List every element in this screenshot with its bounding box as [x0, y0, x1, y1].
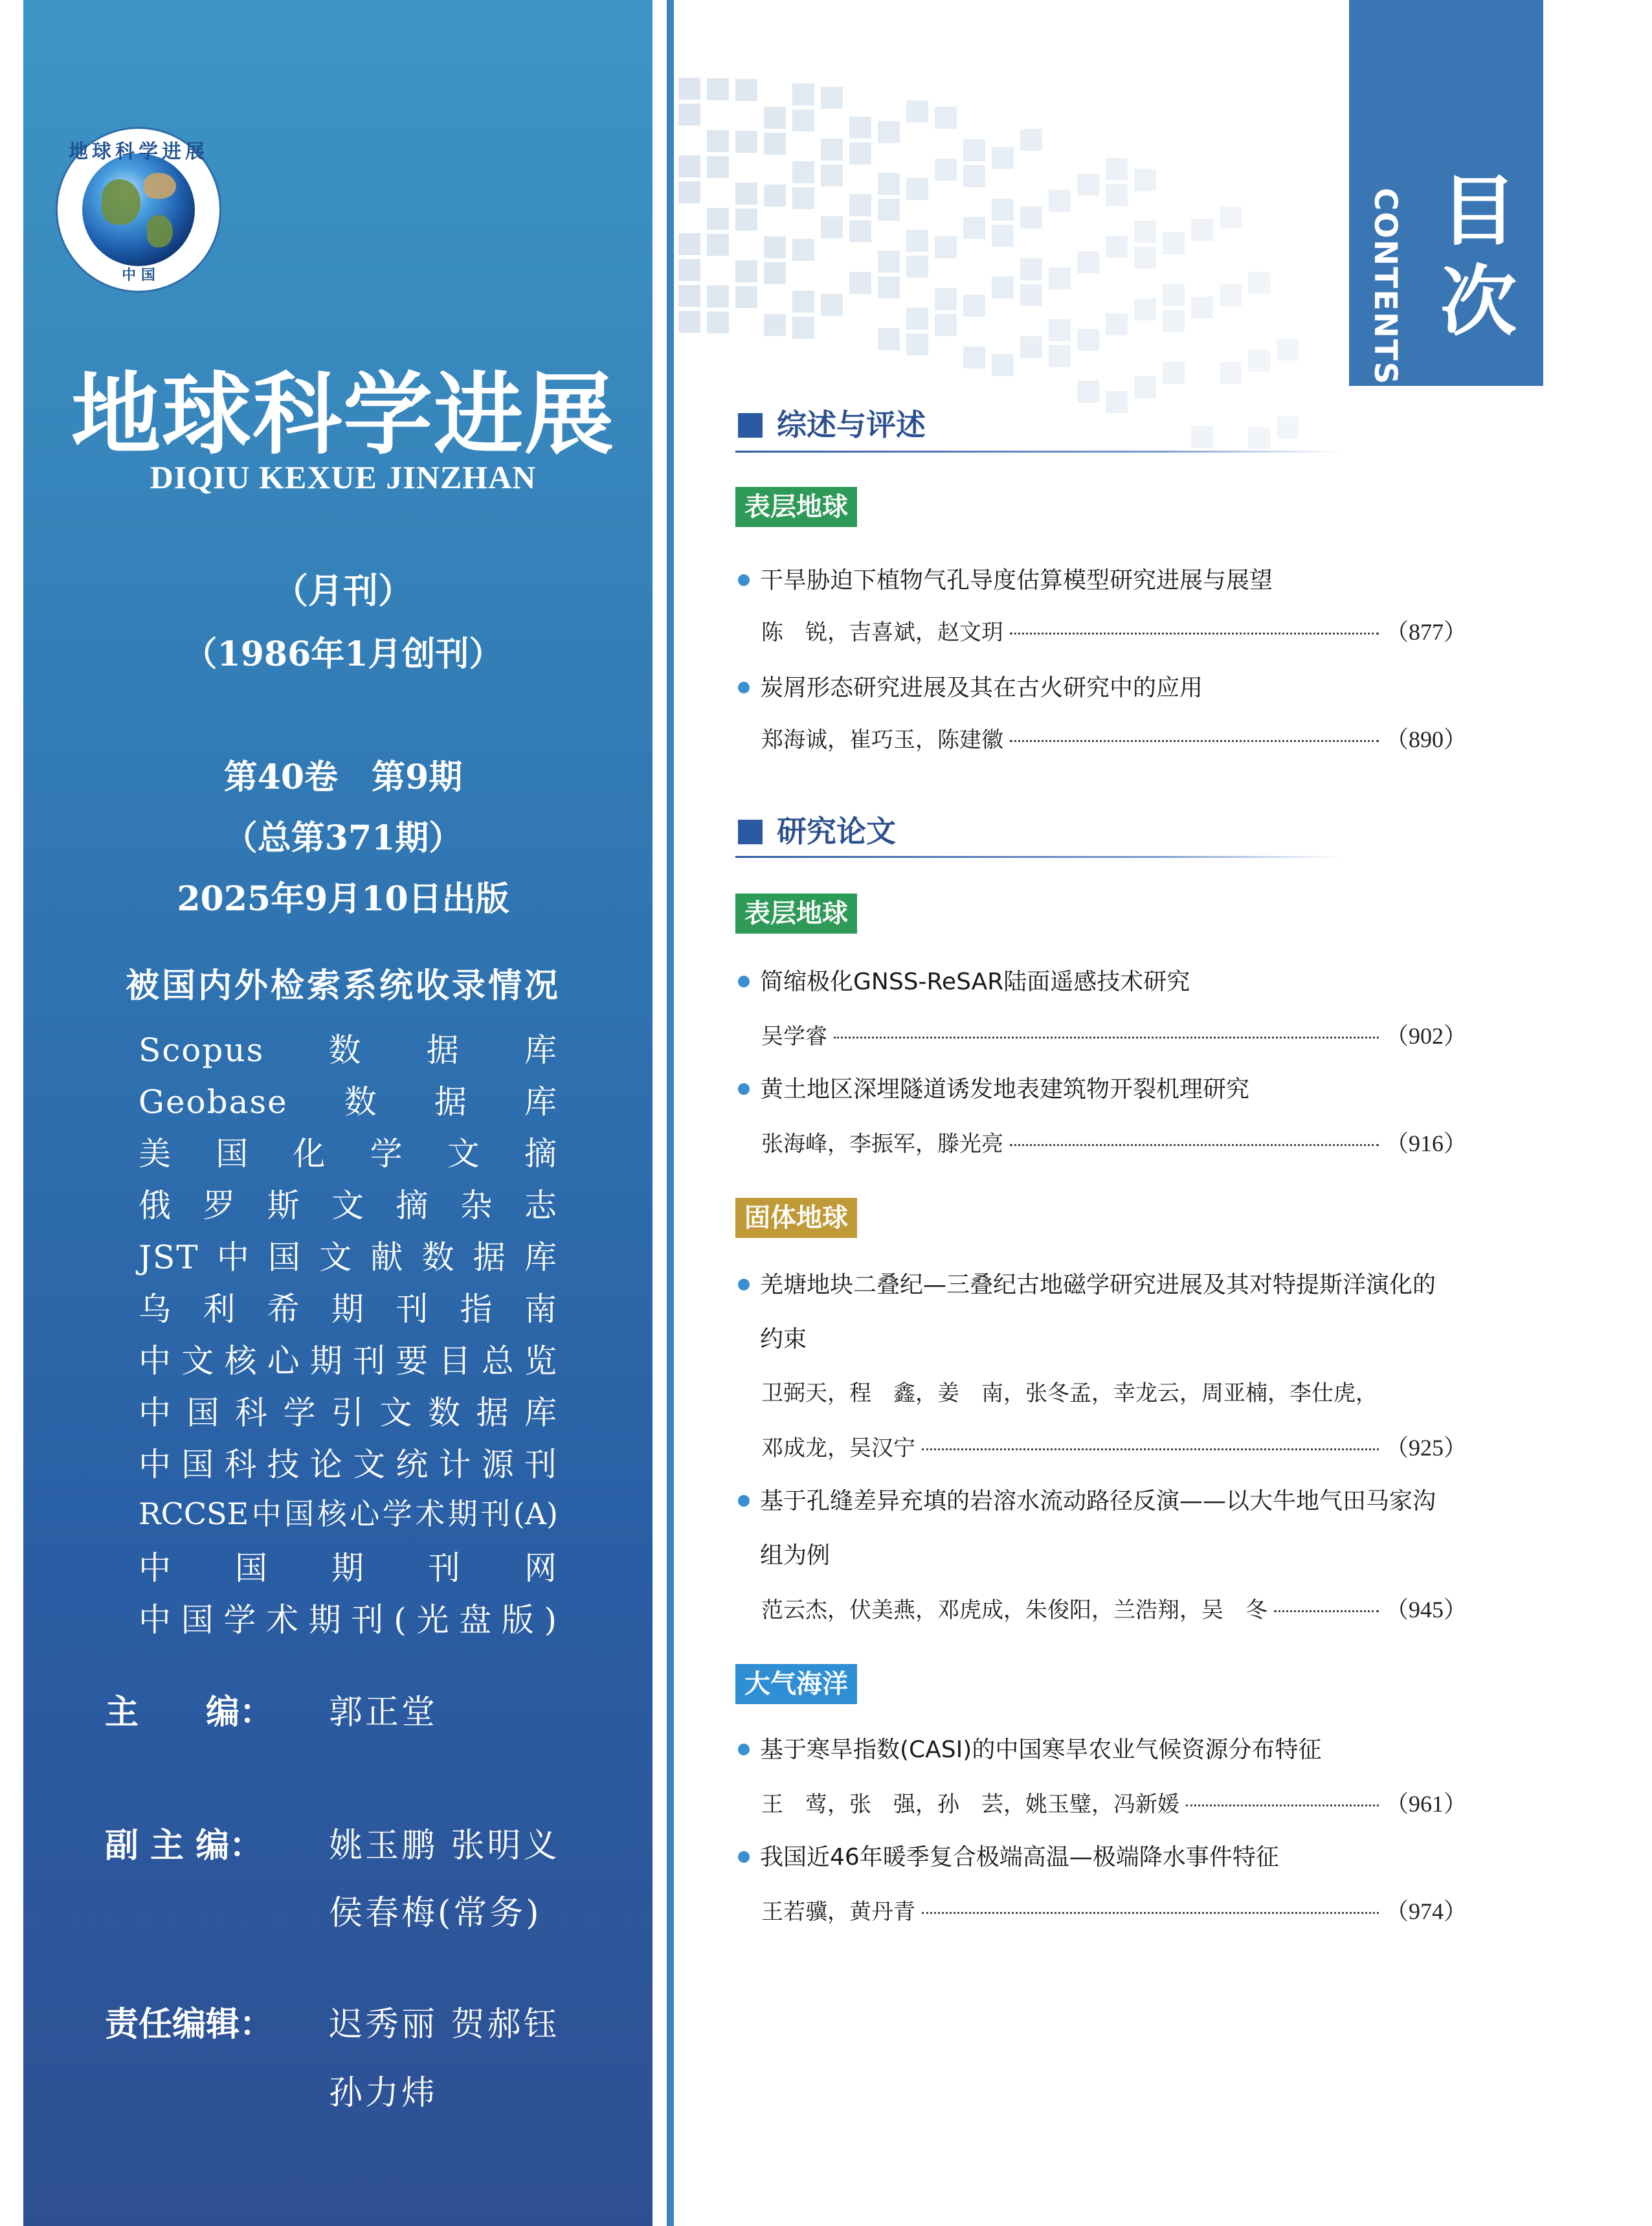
page-number: （916） [1385, 1130, 1467, 1156]
article-title[interactable]: 基于孔缝差异充填的岩溶水流动路径反演——以大牛地气田马家沟 [738, 1483, 1476, 1516]
article-authors-line: 吴学睿 （902） [761, 1018, 1467, 1051]
frequency: （月刊） [273, 570, 413, 611]
deputy-editor-names: 姚玉鹏 张明义 [329, 1827, 560, 1865]
bullet-icon [738, 1279, 750, 1290]
section-rule [735, 856, 1343, 858]
page-number: （945） [1385, 1597, 1467, 1623]
founded-date: （1986年1月创刊） [183, 635, 503, 674]
subsection-tag: 固体地球 [735, 1198, 857, 1238]
section-title: 综述与评述 [777, 407, 926, 442]
article-title[interactable]: 炭屑形态研究进展及其在古火研究中的应用 [738, 669, 1476, 703]
bullet-icon [738, 682, 750, 693]
article-authors-line: 陈 锐，吉喜斌，赵文玥 （877） [761, 614, 1467, 647]
total-issue: （总第371期） [223, 818, 463, 858]
bullet-icon [738, 1083, 750, 1095]
page-number: （877） [1385, 619, 1467, 645]
article-title[interactable]: 干旱胁迫下植物气孔导度估算模型研究进展与展望 [738, 562, 1476, 595]
article-authors-line: 郑海诚，崔巧玉，陈建徽 （890） [761, 721, 1467, 754]
page-number: （974） [1385, 1898, 1467, 1924]
article-title[interactable]: 黄土地区深埋隧道诱发地表建筑物开裂机理研究 [738, 1071, 1476, 1104]
logo-bottom-text: 中 国 [122, 267, 155, 284]
index-item: Scopus数据库 [139, 1031, 558, 1069]
responsible-editor-names-2: 孙力炜 [329, 2074, 438, 2113]
volume-issue: 第40卷 第9期 [223, 758, 463, 797]
bullet-icon [738, 1851, 750, 1863]
page-number: （902） [1385, 1023, 1467, 1049]
subsection-tag: 表层地球 [735, 894, 857, 934]
index-item: 中国学术期刊(光盘版) [139, 1601, 558, 1639]
page-number: （890） [1385, 726, 1467, 752]
square-icon [738, 413, 763, 438]
journal-logo [56, 127, 221, 293]
chief-editor-name: 郭正堂 [329, 1693, 438, 1732]
index-heading: 被国内外检索系统收录情况 [125, 966, 561, 1006]
index-item: RCCSE中国核心学术期刊(A) [139, 1496, 558, 1531]
index-item: 美国化学文摘 [139, 1135, 558, 1173]
article-authors-line: 卫弼天，程 鑫，姜 南，张冬孟，幸龙云，周亚楠，李仕虎， [761, 1380, 1378, 1406]
logo-arc-text: 地球科学进展 [69, 141, 208, 163]
article-title[interactable]: 我国近46年暖季复合极端高温—极端降水事件特征 [738, 1839, 1476, 1872]
globe-icon [82, 153, 195, 266]
index-item: 俄罗斯文摘杂志 [139, 1187, 558, 1224]
index-item: 中文核心期刊要目总览 [139, 1342, 558, 1380]
index-item: 乌利希期刊指南 [139, 1290, 558, 1328]
section-heading [738, 401, 926, 444]
article-title-continued: 组为例 [760, 1542, 831, 1569]
contents-label-en: CONTENTS [1367, 188, 1403, 386]
deputy-editor-label: 副 主 编： [105, 1827, 263, 1865]
responsible-editor-names: 迟秀丽 贺郝钰 [329, 2005, 560, 2044]
page-number: （961） [1385, 1791, 1467, 1817]
article-title-continued: 约束 [760, 1326, 807, 1353]
subsection-tag: 表层地球 [735, 487, 857, 527]
index-item: Geobase数据库 [139, 1083, 558, 1121]
index-item: 中国科学引文数据库 [139, 1394, 558, 1432]
bullet-icon [738, 574, 750, 586]
index-item: JST中国文献数据库 [139, 1239, 558, 1276]
article-title[interactable]: 简缩极化GNSS-ReSAR陆面遥感技术研究 [738, 963, 1476, 996]
page-number: （925） [1385, 1435, 1467, 1461]
index-item: 中国期刊网 [139, 1549, 558, 1587]
bullet-icon [738, 976, 750, 987]
subsection-tag: 大气海洋 [735, 1664, 857, 1704]
article-authors-line: 邓成龙，吴汉宁 （925） [761, 1430, 1467, 1463]
article-authors-line: 范云杰，伏美燕，邓虎成，朱俊阳，兰浩翔，吴 冬 （945） [761, 1591, 1467, 1625]
publication-date: 2025年9月10日出版 [177, 879, 509, 919]
square-icon [738, 820, 763, 844]
bullet-icon [738, 1495, 750, 1507]
article-title[interactable]: 基于寒旱指数(CASI)的中国寒旱农业气候资源分布特征 [738, 1731, 1476, 1764]
section-title: 研究论文 [777, 814, 896, 849]
chief-editor-label: 主 编： [105, 1693, 274, 1732]
bullet-icon [738, 1744, 750, 1755]
contents-label-cn: 目次 [1440, 166, 1517, 346]
section-rule [735, 451, 1343, 453]
article-title[interactable]: 羌塘地块二叠纪—三叠纪古地磁学研究进展及其对特提斯洋演化的 [738, 1266, 1476, 1299]
article-authors-line: 王 莺，张 强，孙 芸，姚玉璧，冯新媛 （961） [761, 1786, 1467, 1819]
section-heading [738, 808, 896, 851]
divider-bar [667, 0, 674, 2226]
index-item: 中国科技论文统计源刊 [139, 1446, 558, 1483]
journal-pinyin: DIQIU KEXUE JINZHAN [150, 459, 537, 495]
article-authors-line: 张海峰，李振军，滕光亮 （916） [761, 1125, 1467, 1158]
journal-title: 地球科学进展 [71, 363, 615, 467]
article-authors-line: 王若骥，黄丹青 （974） [761, 1893, 1467, 1926]
deputy-editor-names-2: 侯春梅(常务) [329, 1894, 542, 1933]
decorative-mosaic [678, 78, 1300, 440]
responsible-editor-label: 责任编辑： [105, 2005, 274, 2044]
